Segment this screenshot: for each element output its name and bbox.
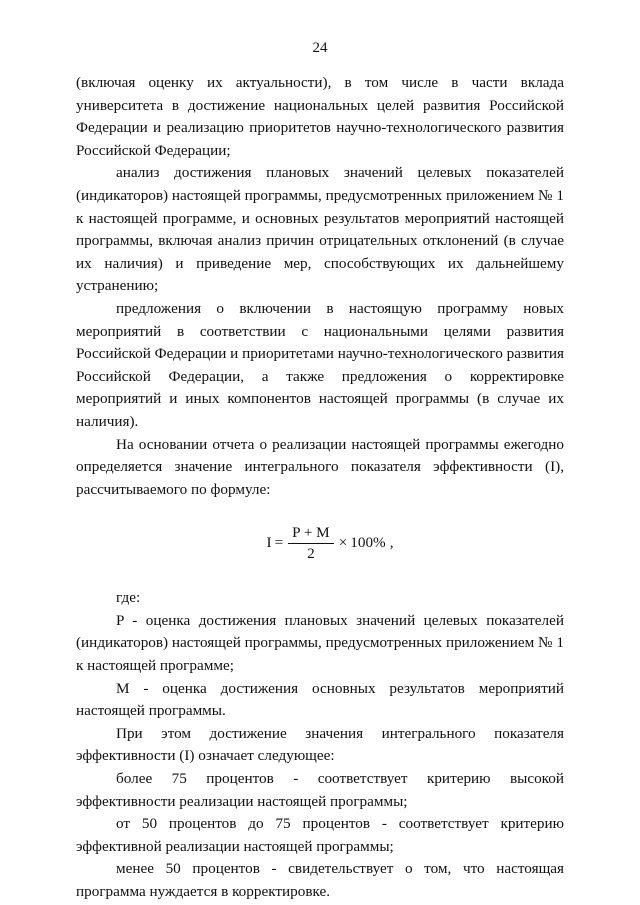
paragraph-analysis: анализ достижения плановых значений целевых показателей (индикаторов) настоящей программы, предусмотренных приложением № 1 к настоящей программе, и основных результатов мероприятий настоящей программы, включая анализ причин отрицательных отклонений (в случае их наличия) и приведение мер, способствующих их дальнейшему устранению;: [76, 164, 564, 295]
formula-lhs: I: [266, 533, 272, 551]
formula-trailing: ,: [389, 533, 394, 551]
paragraph-proposals: предложения о включении в настоящую программу новых мероприятий в соответствии с национальными целями развития Российской Федерации и приоритетами научно-технологического развития Российской Федерации, а также предложения о корректировке мероприятий и иных компонентов настоящей программы (в случае их наличия).: [76, 299, 564, 430]
formula-block: [76, 507, 564, 579]
document-body: [76, 72, 564, 904]
paragraph-integral-indicator: На основании отчета о реализации настоящей программы ежегодно определяется значение интегрального показателя эффективности (I), рассчитываемого по формуле:: [76, 435, 564, 498]
formula-numerator: P + M: [288, 524, 334, 544]
paragraph-where: где:: [116, 589, 141, 607]
paragraph-continuation: (включая оценку их актуальности), в том числе в части вклада университета в достижение национальных целей развития Российской Федерации и реализацию приоритетов научно-технологического развития Российской Федерации;: [76, 74, 564, 159]
formula-equals: =: [274, 533, 284, 551]
formula-denominator: 2: [307, 544, 315, 562]
paragraph-high-efficiency: более 75 процентов - соответствует критерию высокой эффективности реализации настоящей программы;: [76, 770, 564, 810]
efficiency-formula: [267, 524, 394, 563]
formula-times: ×: [338, 533, 348, 551]
paragraph-effective: от 50 процентов до 75 процентов - соответствует критерию эффективной реализации настоящей программы;: [76, 815, 564, 855]
paragraph-interpretation: При этом достижение значения интегрального показателя эффективности (I) означает следующее:: [76, 724, 564, 765]
paragraph-m-definition: M - оценка достижения основных результатов мероприятий настоящей программы.: [76, 679, 564, 720]
page-number: 24: [312, 40, 328, 56]
paragraph-needs-correction: менее 50 процентов - свидетельствует о том, что настоящая программа нуждается в корректировке.: [76, 860, 564, 900]
paragraph-p-definition: P - оценка достижения плановых значений целевых показателей (индикаторов) настоящей программы, предусмотренных приложением № 1 к настоящей программе;: [76, 611, 564, 675]
formula-multiplier: 100%: [350, 533, 386, 551]
formula-fraction: [288, 524, 334, 563]
